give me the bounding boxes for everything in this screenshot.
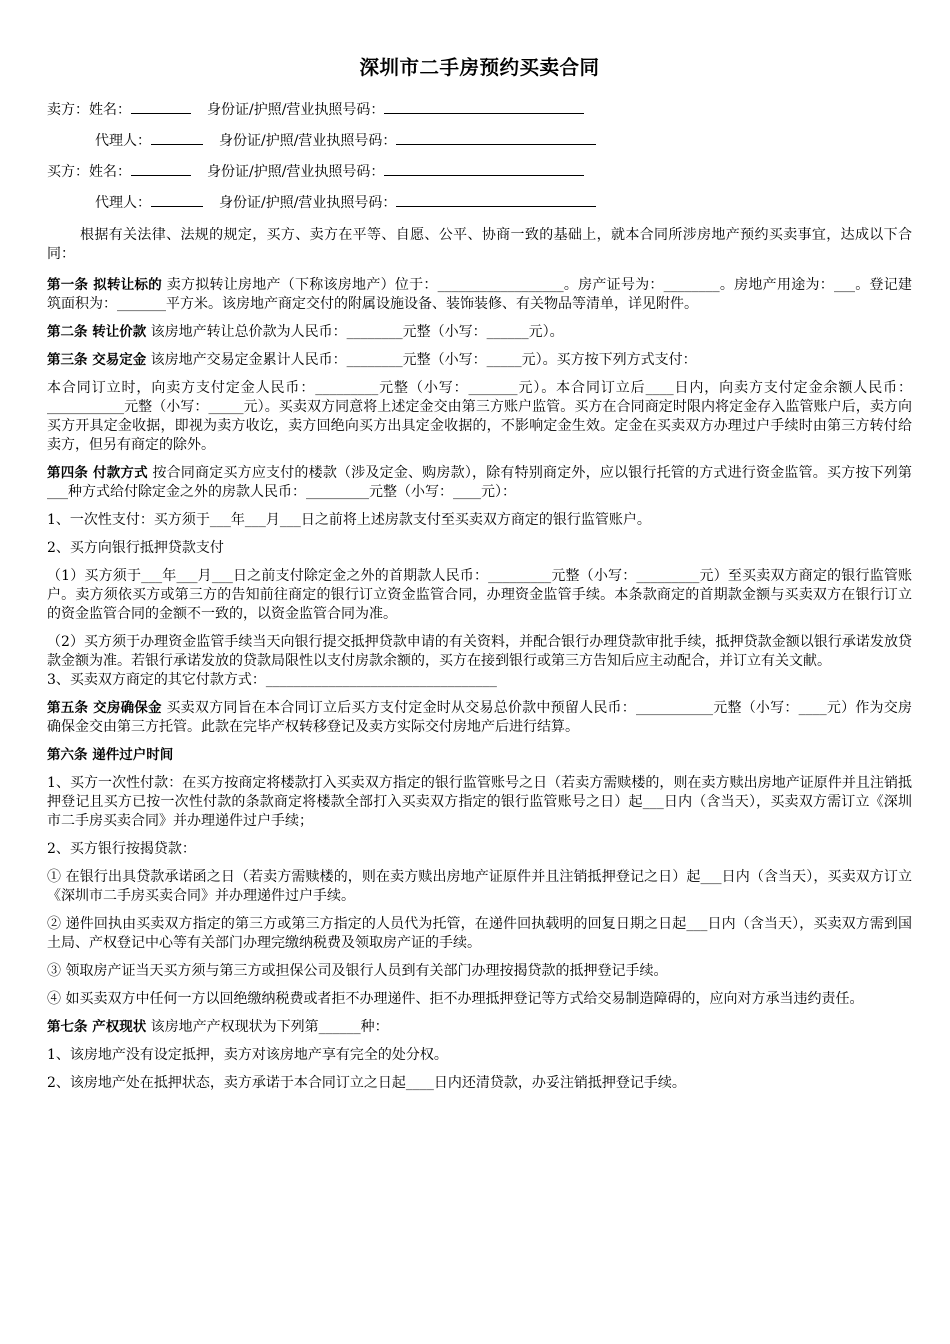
article-7-clause-2: 2、该房地产处在抵押状态，卖方承诺于本合同订立之日起____日内还清贷款，办妥注销抵押登记手续。 — [47, 1075, 686, 1091]
seller-agent-id-blank — [396, 129, 596, 145]
seller-agent-blank — [151, 129, 203, 145]
intro-paragraph: 根据有关法律、法规的规定，买方、卖方在平等、自愿、公平、协商一致的基础上，就本合同所涉房地产预约买卖事宜，达成以下合同： — [47, 227, 912, 262]
buyer-name-label: 买方：姓名： — [47, 164, 131, 180]
article-3 — [47, 351, 912, 370]
article-6-clause-2-b: ② 递件回执由买卖双方指定的第三方或第三方指定的人员代为托管，在递件回执载明的回复日期之日起___日内（含当天），买卖双方需到国土局、产权登记中心等有关部门办理完缴纳税费及领取房产证的手续。 — [47, 916, 912, 951]
article-4-clause-2-2: （2）买方须于办理资金监管手续当天向银行提交抵押贷款申请的有关资料，并配合银行办理贷款审批手续，抵押贷款金额以银行承诺发放贷款金额为准。若银行承诺发放的贷款局限性以支付房款余额的，买方在接到银行或第三方告知后应主动配合，并订立有关文献。 — [47, 634, 912, 669]
article-6-clause-2-c: ③ 领取房产证当天买方须与第三方或担保公司及银行人员到有关部门办理按揭贷款的抵押登记手续。 — [47, 963, 668, 979]
article-7-body: 该房地产产权现状为下列第______种： — [146, 1019, 389, 1035]
article-7-heading: 第七条 产权现状 — [47, 1019, 147, 1035]
article-5 — [47, 699, 912, 737]
seller-agent-line — [47, 129, 912, 160]
seller-name-blank — [131, 98, 191, 114]
buyer-agent-blank — [151, 191, 203, 207]
article-1-body: 卖方拟转让房地产（下称该房地产）位于：__________________。房产证号为：________。房地产用途为：___。登记建筑面积为：_______平方米。该房地产商定交付的附属设施设备、装饰装修、有关物品等清单，详见附件。 — [47, 277, 912, 312]
article-3-body: 该房地产交易定金累计人民币：________元整（小写：_____元）。买方按下列方式支付： — [146, 352, 697, 368]
article-4-clause-1: 1、一次性支付：买方须于___年___月___日之前将上述房款支付至买卖双方商定的银行监管账户。 — [47, 512, 651, 528]
document-title: 深圳市二手房预约买卖合同 — [359, 56, 600, 79]
article-4-clause-3: 3、买卖双方商定的其它付款方式：_________________________________ — [47, 672, 497, 688]
buyer-agent-id-blank — [396, 191, 596, 207]
article-6 — [47, 746, 912, 765]
article-2-body: 该房地产转让总价款为人民币：________元整（小写：______元）。 — [146, 324, 564, 340]
article-6-heading: 第六条 递件过户时间 — [47, 747, 174, 763]
article-7 — [47, 1018, 912, 1037]
article-6-clause-2: 2、买方银行按揭贷款： — [47, 841, 196, 857]
article-4-body: 按合同商定买方应支付的楼款（涉及定金、购房款），除有特别商定外，应以银行托管的方式进行资金监管。买方按下列第___种方式给付除定金之外的房款人民币：_________元整（小写：____元）： — [47, 465, 912, 500]
article-3-heading: 第三条 交易定金 — [47, 352, 147, 368]
article-4-heading: 第四条 付款方式 — [47, 465, 148, 481]
seller-agent-label: 代理人： — [95, 133, 151, 149]
buyer-agent-line — [47, 191, 912, 222]
article-4-clause-2-1: （1）买方须于___年___月___日之前支付除定金之外的首期款人民币：_________元整（小写：_________元）至买卖双方商定的银行监管账户。卖方须依买方或第三方的告知前往商定的银行订立资金监管合同，办理资金监管手续。本条款商定的首期款金额与买卖双方在银行订立的资金监管合同的金额不一致的，以资金监管合同为准。 — [47, 568, 912, 622]
article-3-clause: 本合同订立时，向卖方支付定金人民币：_________元整（小写：_______元）。本合同订立后____日内，向卖方支付定金余额人民币：___________元整（小写：_____元）。买卖双方同意将上述定金交由第三方账户监管。买方在合同商定时限内将定金存入监管账户后，卖方向买方开具定金收据，即视为卖方收讫，卖方回绝向买方出具定金收据的，不影响定金生效。定金在买卖双方办理过户手续时由第三方转付给卖方，但另有商定的除外。 — [47, 380, 912, 453]
article-1-heading: 第一条 拟转让标的 — [47, 277, 163, 293]
buyer-agent-id-label: 身份证/护照/营业执照号码： — [219, 195, 397, 211]
article-4 — [47, 464, 912, 502]
buyer-agent-label: 代理人： — [95, 195, 151, 211]
article-2-heading: 第二条 转让价款 — [47, 324, 147, 340]
seller-agent-id-label: 身份证/护照/营业执照号码： — [219, 133, 397, 149]
seller-line — [47, 98, 912, 129]
buyer-id-label: 身份证/护照/营业执照号码： — [207, 164, 385, 180]
article-2 — [47, 323, 912, 342]
article-5-heading: 第五条 交房确保金 — [47, 700, 162, 716]
seller-id-blank — [384, 98, 584, 114]
article-5-body: 买卖双方同旨在本合同订立后买方支付定金时从交易总价款中预留人民币：___________元整（小写：____元）作为交房确保金交由第三方托管。此款在完毕产权转移登记及卖方实际交付房地产后进行结算。 — [47, 700, 912, 735]
article-6-clause-2-a: ① 在银行出具贷款承诺函之日（若卖方需赎楼的，则在卖方赎出房地产证原件并且注销抵押登记之日）起___日内（含当天），买卖双方订立《深圳市二手房买卖合同》并办理递件过户手续。 — [47, 869, 912, 904]
seller-id-label: 身份证/护照/营业执照号码： — [207, 102, 385, 118]
article-6-clause-1: 1、买方一次性付款：在买方按商定将楼款打入买卖双方指定的银行监管账号之日（若卖方需赎楼的，则在卖方赎出房地产证原件并且注销抵押登记且买方已按一次性付款的条款商定将楼款全部打入买卖双方指定的银行监管账号之日）起___日内（含当天），买卖双方需订立《深圳市二手房买卖合同》并办理递件过户手续； — [47, 775, 912, 829]
buyer-id-blank — [384, 160, 584, 176]
buyer-line — [47, 160, 912, 191]
article-1 — [47, 276, 912, 314]
article-4-clause-2: 2、买方向银行抵押贷款支付 — [47, 540, 224, 556]
article-7-clause-1: 1、该房地产没有设定抵押，卖方对该房地产享有完全的处分权。 — [47, 1047, 448, 1063]
article-6-clause-2-d: ④ 如买卖双方中任何一方以回绝缴纳税费或者拒不办理递件、拒不办理抵押登记等方式给交易制造障碍的，应向对方承当违约责任。 — [47, 991, 864, 1007]
buyer-name-blank — [131, 160, 191, 176]
seller-name-label: 卖方：姓名： — [47, 102, 131, 118]
